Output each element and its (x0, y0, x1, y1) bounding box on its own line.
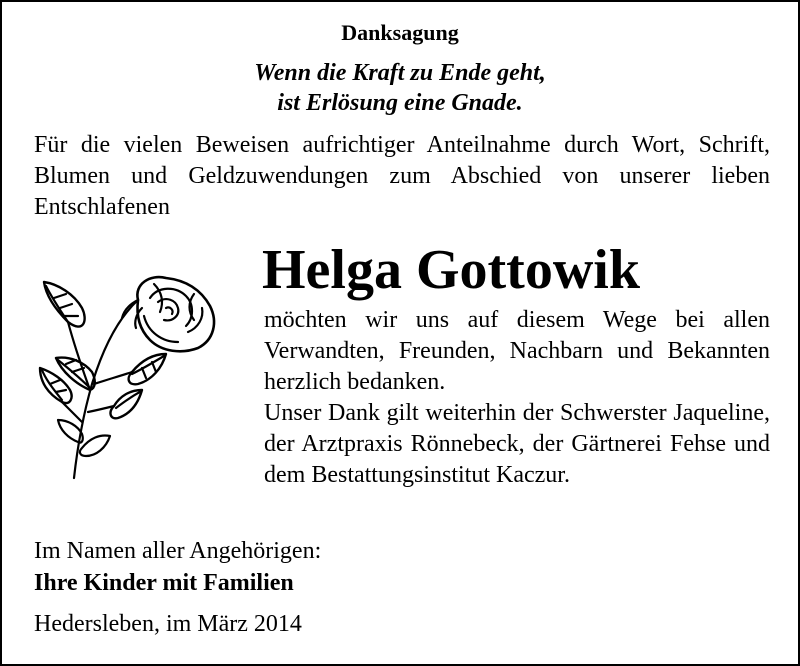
place-date: Hedersleben, im März 2014 (34, 611, 302, 637)
motto-line: Wenn die Kraft zu Ende geht, (254, 60, 546, 86)
thanks-paragraph: Unser Dank gilt weiterhin der Schwerster Jaqueline, der Arztpraxis Rönnebeck, der Gärtnerei Fehse und dem Bestattungsinstitut Kaczur. (264, 400, 770, 488)
rose-icon (38, 272, 220, 484)
family-signature: Ihre Kinder mit Familien (34, 570, 294, 596)
intro-text: Für die vielen Beweisen aufrichtiger Anteilnahme durch Wort, Schrift, Blumen und Geldzuwendungen zum Abschied von unserer lieben Entschlafenen (34, 132, 770, 220)
motto (0, 58, 800, 118)
notice-heading: Danksagung (341, 20, 459, 45)
signoff-line: Im Namen aller Angehörigen: (34, 538, 322, 564)
thanks-paragraph: möchten wir uns auf diesem Wege bei allen Verwandten, Freunden, Nachbarn und Bekannten herzlich bedanken. (264, 307, 770, 395)
deceased-name: Helga Gottowik (262, 239, 640, 301)
thanks-text (264, 305, 770, 491)
motto-line: ist Erlösung eine Gnade. (277, 90, 523, 116)
signoff (34, 535, 321, 599)
